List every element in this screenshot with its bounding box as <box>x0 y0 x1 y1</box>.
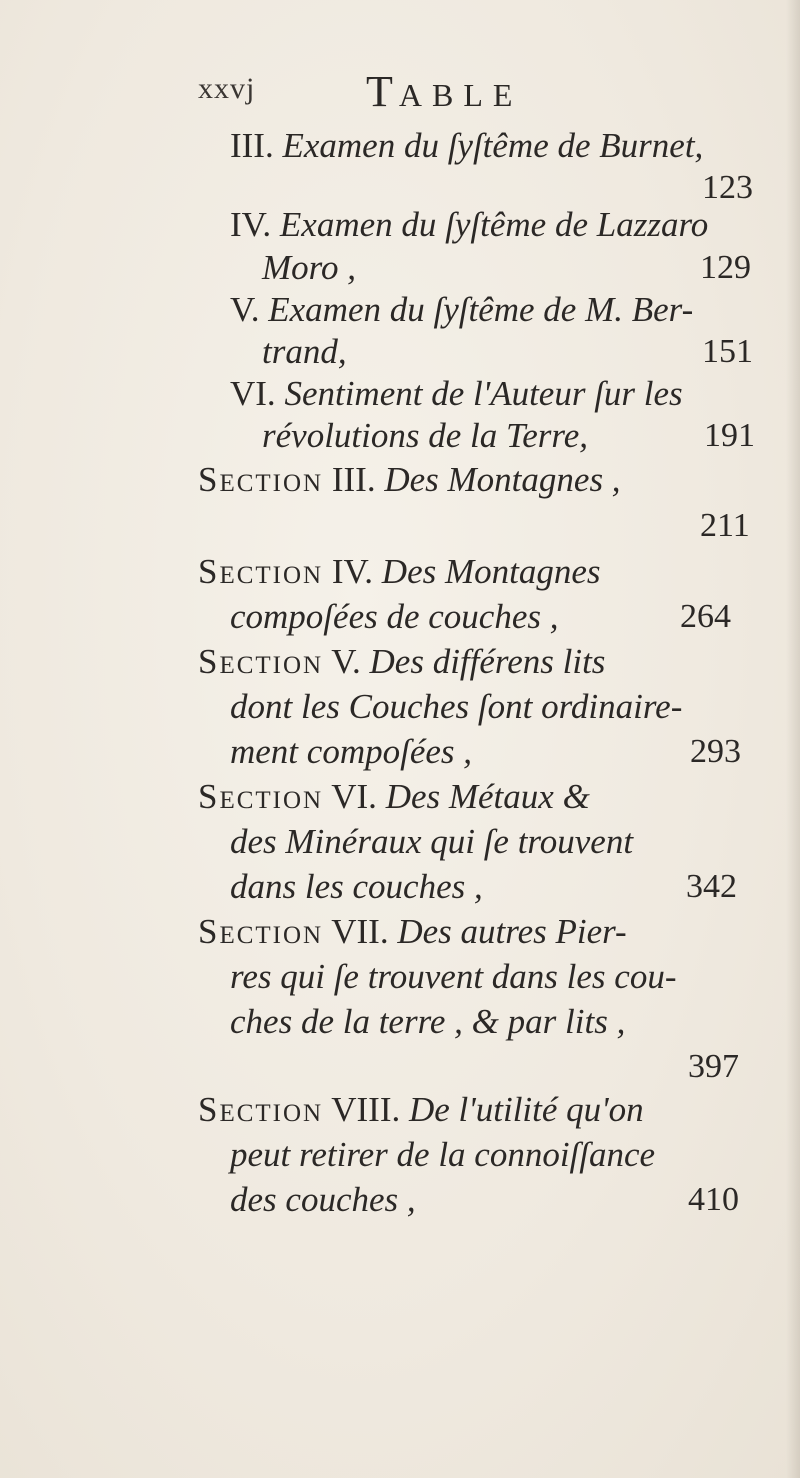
toc-section-4-page: 264 <box>680 598 731 635</box>
toc-section-7-line-2: res qui ſe trouvent dans les cou- <box>230 957 677 996</box>
toc-section-7-line-3: ches de la terre , & par lits , <box>230 1002 626 1041</box>
toc-section-5-line-3: ment compoſées , <box>230 732 473 771</box>
toc-entry-4-line-2: Moro , <box>262 248 356 287</box>
toc-section-5-line-1: Section V. Des différens lits <box>198 642 606 681</box>
toc-section-4-line-2: compoſées de couches , <box>230 597 559 636</box>
toc-entry-4-line-1: IV. Examen du ſyſtême de Lazzaro <box>230 205 709 244</box>
toc-section-3-line-1: Section III. Des Montagnes , <box>198 460 621 499</box>
toc-section-6-page: 342 <box>686 868 737 905</box>
folio-number: xxvj <box>198 72 256 105</box>
toc-section-6-line-3: dans les couches , <box>230 867 483 906</box>
toc-entry-3-page: 123 <box>702 169 753 206</box>
toc-section-4-line-1: Section IV. Des Montagnes <box>198 552 601 591</box>
page-edge-shadow <box>786 0 800 1478</box>
toc-section-5-line-2: dont les Couches ſont ordinaire- <box>230 687 683 726</box>
toc-entry-5-line-2: trand, <box>262 332 347 371</box>
toc-section-7-line-1: Section VII. Des autres Pier- <box>198 912 627 951</box>
running-title <box>366 66 522 117</box>
toc-entry-6-page: 191 <box>704 417 755 454</box>
toc-section-8-page: 410 <box>688 1181 739 1218</box>
toc-section-3-page: 211 <box>700 507 750 544</box>
toc-section-8-line-3: des couches , <box>230 1180 416 1219</box>
toc-entry-3-line-1: III. Examen du ſyſtême de Burnet, <box>230 126 704 165</box>
toc-entry-5-line-1: V. Examen du ſyſtême de M. Ber- <box>230 290 694 329</box>
toc-section-5-page: 293 <box>690 733 741 770</box>
page-header <box>198 66 758 122</box>
running-title-initial: T <box>366 67 399 116</box>
toc-section-6-line-1: Section VI. Des Métaux & <box>198 777 590 816</box>
toc-section-6-line-2: des Minéraux qui ſe trouvent <box>230 822 634 861</box>
running-title-rest: ABLE <box>398 77 523 113</box>
toc-entry-6-line-1: VI. Sentiment de l'Auteur ſur les <box>230 374 683 413</box>
toc-section-8-line-1: Section VIII. De l'utilité qu'on <box>198 1090 644 1129</box>
toc-section-7-page: 397 <box>688 1048 739 1085</box>
toc-entry-4-page: 129 <box>700 249 751 286</box>
toc-entry-6-line-2: révolutions de la Terre, <box>262 416 589 455</box>
toc-section-8-line-2: peut retirer de la connoiſſance <box>230 1135 656 1174</box>
toc-entry-5-page: 151 <box>702 333 753 370</box>
